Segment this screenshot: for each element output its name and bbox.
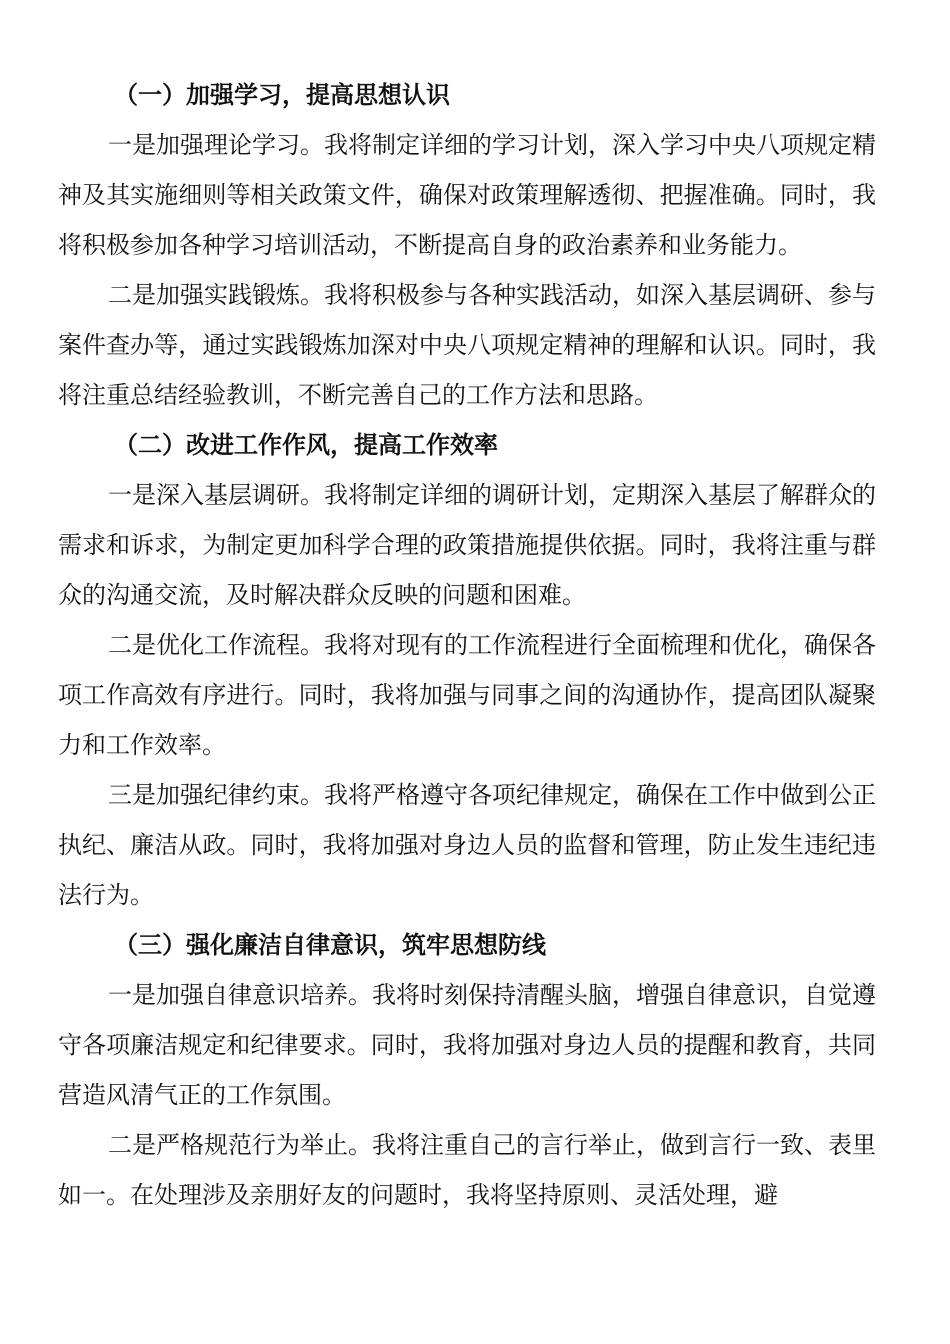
paragraph: 三是加强纪律约束。我将严格遵守各项纪律规定，确保在工作中做到公正执纪、廉洁从政。同时，我将加强对身边人员的监督和管理，防止发生违纪违法行为。 [58,781,876,909]
paragraph: 二是优化工作流程。我将对现有的工作流程进行全面梳理和优化，确保各项工作高效有序进行。同时，我将加强与同事之间的沟通协作，提高团队凝聚力和工作效率。 [58,631,876,759]
paragraph: 一是加强自律意识培养。我将时刻保持清醒头脑，增强自律意识，自觉遵守各项廉洁规定和纪律要求。同时，我将加强对身边人员的提醒和教育，共同营造风清气正的工作氛围。 [58,981,876,1109]
section-1 [58,70,876,420]
paragraph: 一是深入基层调研。我将制定详细的调研计划，定期深入基层了解群众的需求和诉求，为制定更加科学合理的政策措施提供依据。同时，我将注重与群众的沟通交流，及时解决群众反映的问题和困难。 [58,481,876,609]
section-heading: （一）加强学习，提高思想认识 [114,81,450,109]
section-3 [58,920,876,1220]
paragraph: 二是严格规范行为举止。我将注重自己的言行举止，做到言行一致、表里如一。在处理涉及亲朋好友的问题时，我将坚持原则、灵活处理，避 [58,1131,876,1209]
section-2 [58,420,876,920]
section-heading: （二）改进工作作风，提高工作效率 [114,431,498,459]
paragraph: 一是加强理论学习。我将制定详细的学习计划，深入学习中央八项规定精神及其实施细则等相关政策文件，确保对政策理解透彻、把握准确。同时，我将积极参加各种学习培训活动，不断提高自身的政治素养和业务能力。 [58,131,876,259]
section-heading: （三）强化廉洁自律意识，筑牢思想防线 [114,931,546,959]
document-page [58,70,876,1220]
paragraph: 二是加强实践锻炼。我将积极参与各种实践活动，如深入基层调研、参与案件查办等，通过实践锻炼加深对中央八项规定精神的理解和认识。同时，我将注重总结经验教训，不断完善自己的工作方法和思路。 [58,281,876,409]
